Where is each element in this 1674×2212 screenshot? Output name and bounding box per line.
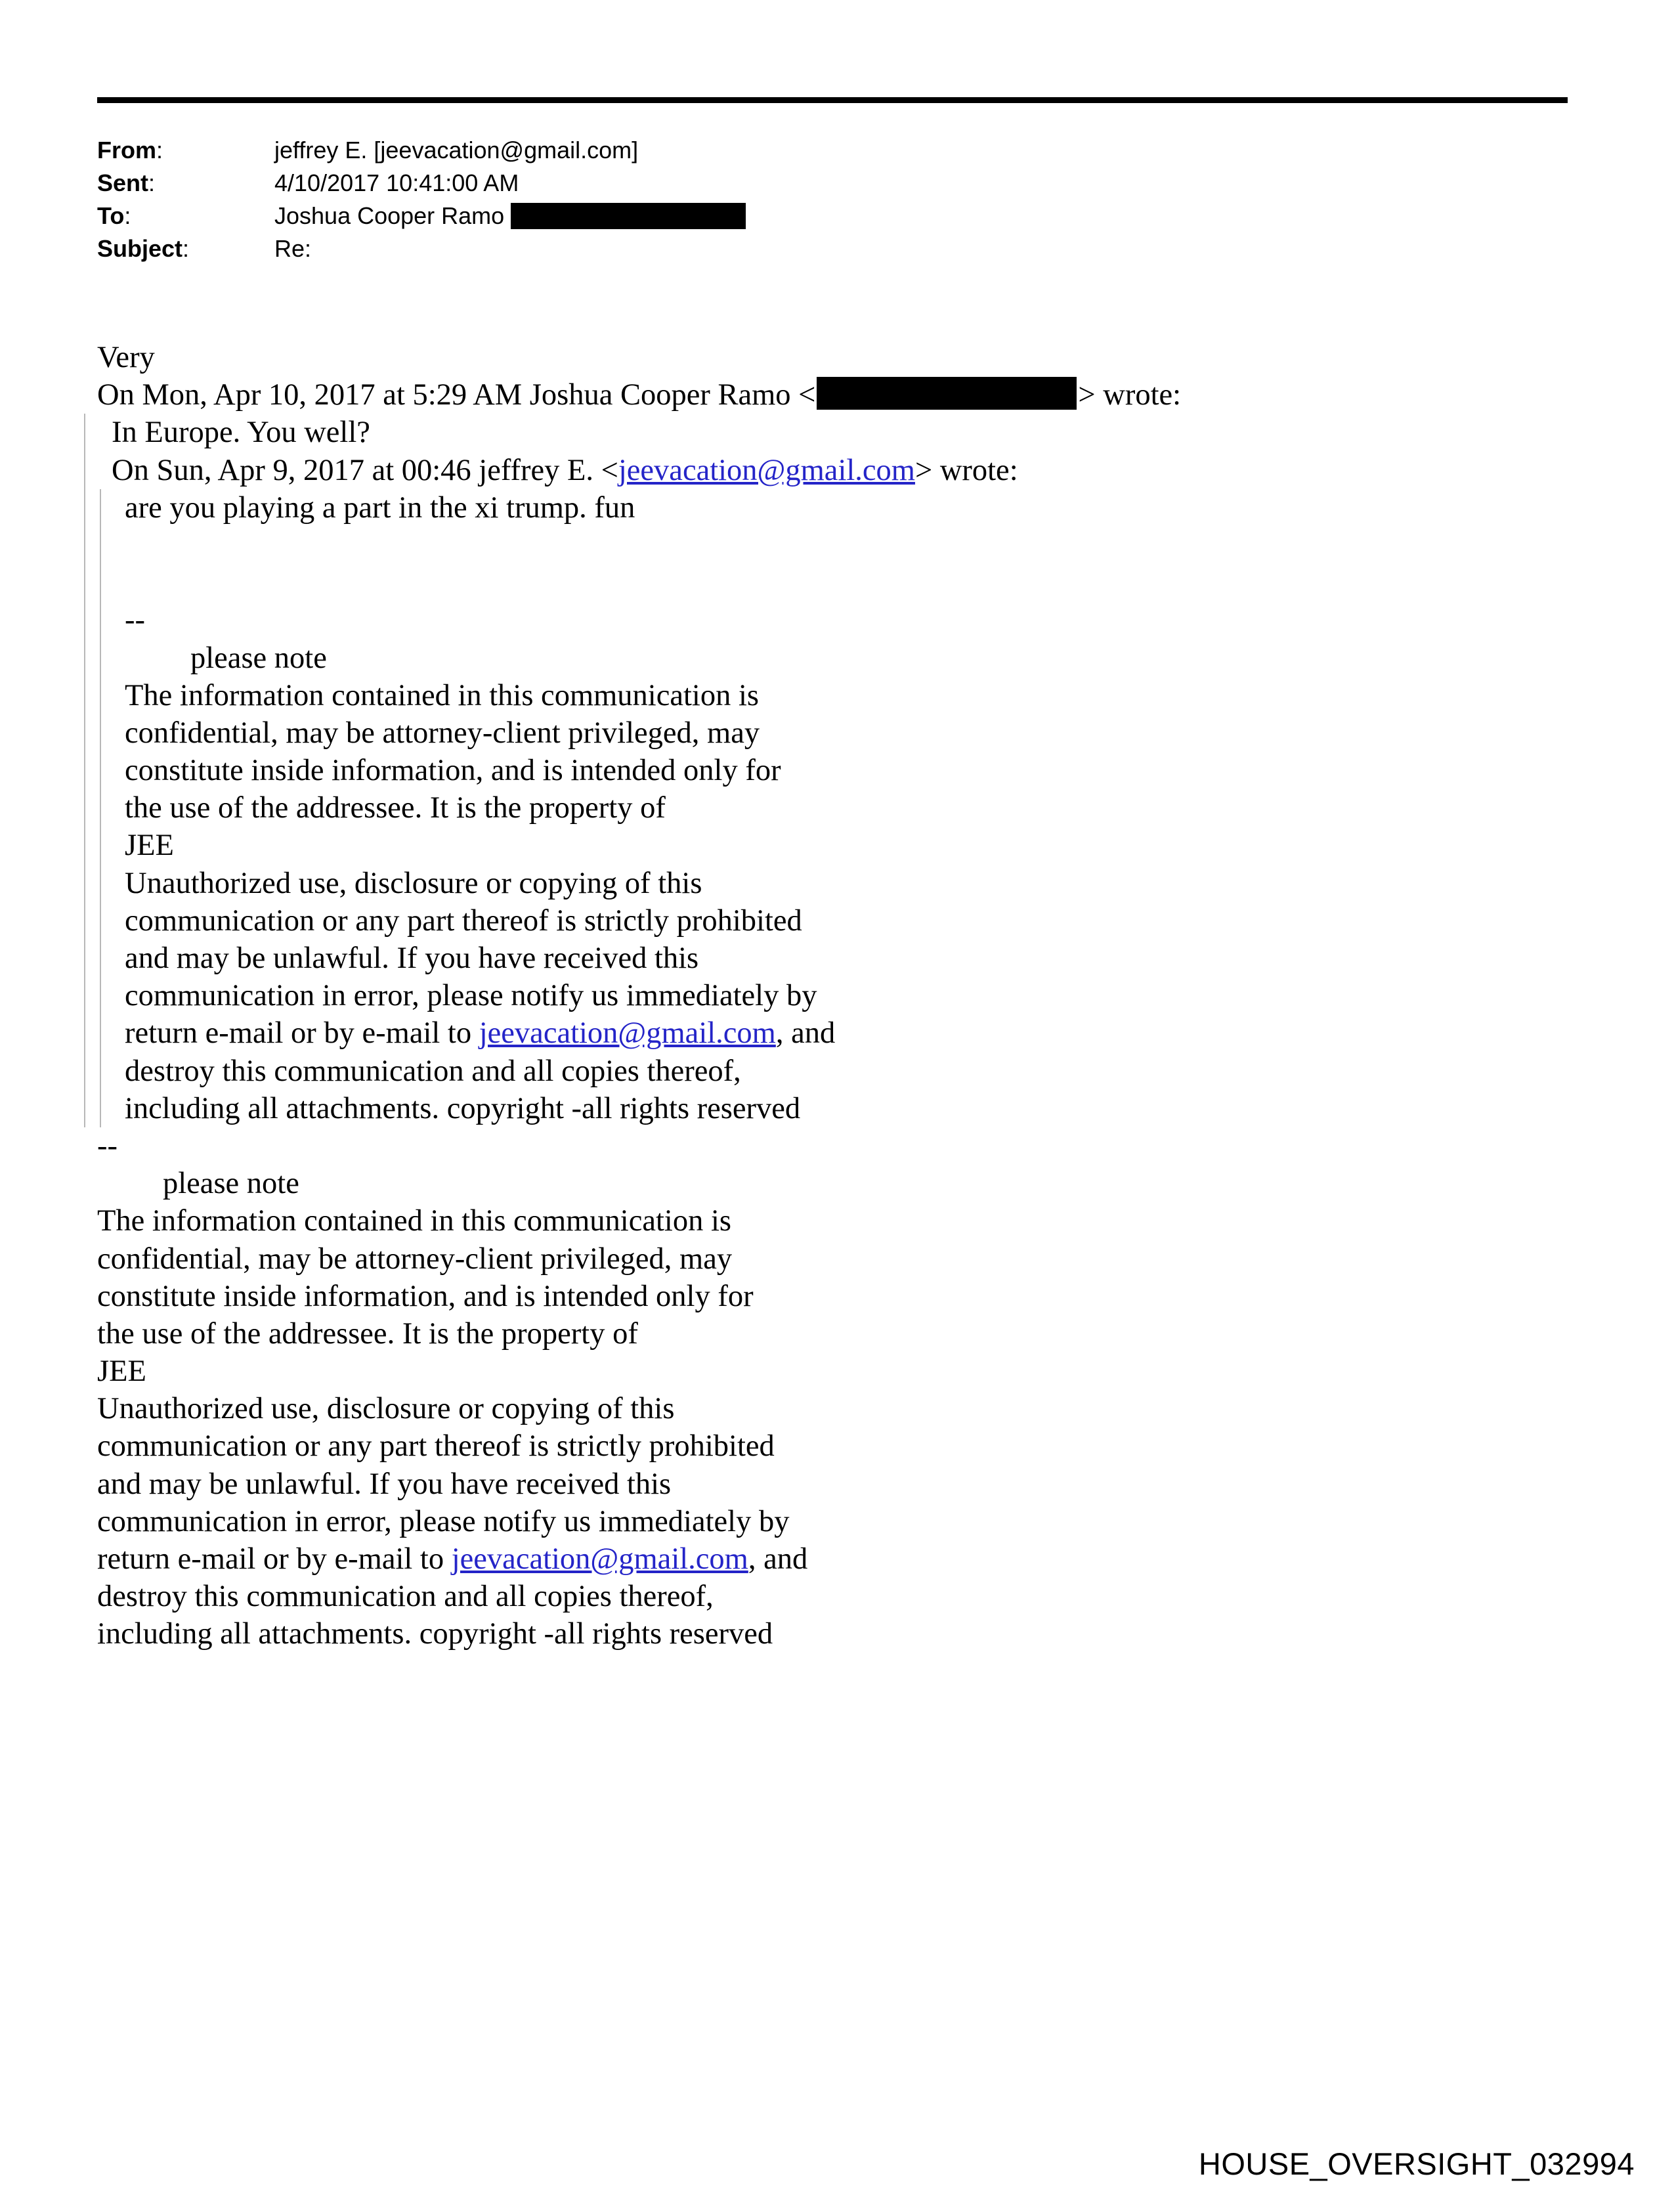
quote2-intro: On Sun, Apr 9, 2017 at 00:46 jeffrey E. <jeevacation@gmail.com> wrote:	[112, 453, 1018, 487]
email-body	[97, 339, 1181, 1653]
from-row	[97, 134, 746, 167]
signature-return-line: return e-mail or by e-mail to jeevacation@gmail.com, and	[125, 1016, 836, 1051]
sent-row	[97, 167, 746, 200]
redaction-block	[817, 377, 1077, 410]
quote1-intro: On Mon, Apr 10, 2017 at 5:29 AM Joshua Cooper Ramo < > wrote:	[97, 378, 1182, 412]
signature-line: communication or any part thereof is strictly prohibited	[125, 903, 802, 938]
signature-line: JEE	[125, 829, 174, 863]
signature-please-note: please note	[163, 1167, 299, 1201]
email-link[interactable]: jeevacation@gmail.com	[451, 1542, 748, 1576]
to-row	[97, 200, 746, 232]
signature-line: Unauthorized use, disclosure or copying of this	[125, 866, 702, 900]
sent-value: 4/10/2017 10:41:00 AM	[274, 169, 519, 196]
signature-line: constitute inside information, and is intended only for	[125, 754, 781, 788]
signature-line: and may be unlawful. If you have received this	[125, 942, 699, 975]
signature-line: including all attachments. copyright -all rights reserved	[125, 1091, 801, 1125]
email-link[interactable]: jeevacation@gmail.com	[618, 453, 915, 487]
signature-line: confidential, may be attorney-client privileged, may	[97, 1242, 733, 1276]
signature-return-line: return e-mail or by e-mail to jeevacation@gmail.com, and	[97, 1542, 808, 1576]
subject-value: Re:	[274, 235, 312, 262]
subject-label: Subject	[97, 235, 183, 262]
signature-line: including all attachments. copyright -all rights reserved	[97, 1617, 773, 1651]
reply-text: Very	[97, 341, 155, 374]
quote2-text: are you playing a part in the xi trump. fun	[125, 490, 635, 525]
signature-line: destroy this communication and all copies thereof,	[125, 1054, 741, 1088]
quote1-text: In Europe. You well?	[112, 416, 370, 450]
signature-line: confidential, may be attorney-client privileged, may	[125, 716, 760, 750]
email-header	[97, 134, 746, 265]
email-link[interactable]: jeevacation@gmail.com	[479, 1016, 776, 1051]
from-value: jeffrey E. [jeevacation@gmail.com]	[274, 137, 639, 163]
signature-line: Unauthorized use, disclosure or copying of this	[97, 1392, 675, 1426]
quoted-message-level1	[84, 414, 1181, 1127]
top-rule	[97, 97, 1568, 103]
signature-line: constitute inside information, and is intended only for	[97, 1279, 754, 1313]
signature-line: destroy this communication and all copies thereof,	[97, 1580, 714, 1614]
signature-line: The information contained in this communication is	[97, 1204, 731, 1238]
to-colon: :	[124, 202, 131, 229]
to-label: To	[97, 202, 125, 229]
bates-stamp: HOUSE_OVERSIGHT_032994	[1198, 2146, 1635, 2181]
subject-colon: :	[182, 235, 190, 262]
signature-line: JEE	[97, 1355, 146, 1389]
signature-line: communication in error, please notify us immediately by	[125, 979, 817, 1013]
redaction-block	[511, 203, 746, 229]
signature-line: the use of the addressee. It is the property of	[97, 1316, 638, 1351]
signature-line: The information contained in this communication is	[125, 678, 759, 712]
from-colon: :	[156, 137, 163, 163]
from-label: From	[97, 137, 156, 163]
signature-line: communication or any part thereof is strictly prohibited	[97, 1429, 775, 1464]
signature-line: communication in error, please notify us immediately by	[97, 1504, 790, 1538]
signature-dashes: --	[125, 603, 145, 638]
signature-line: and may be unlawful. If you have received this	[97, 1467, 672, 1501]
subject-row	[97, 232, 746, 265]
sent-colon: :	[148, 169, 156, 196]
sent-label: Sent	[97, 169, 149, 196]
quoted-message-level2	[100, 489, 1181, 1127]
to-value: Joshua Cooper Ramo	[274, 202, 505, 229]
signature-line: the use of the addressee. It is the property of	[125, 791, 666, 825]
signature-dashes: --	[97, 1129, 118, 1163]
signature-please-note: please note	[190, 641, 327, 675]
